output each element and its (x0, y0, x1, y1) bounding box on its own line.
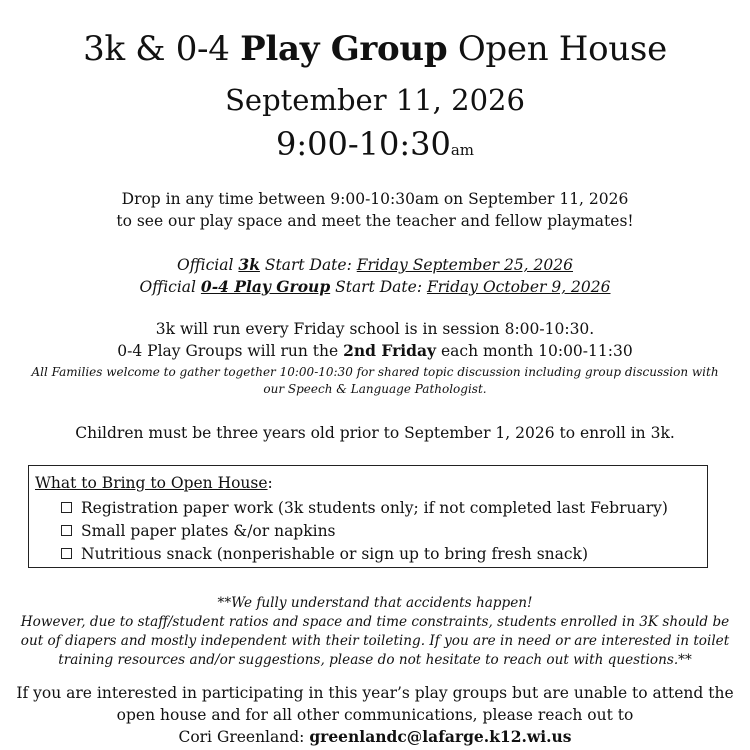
contact-email[interactable]: greenlandc@lafarge.k12.wi.us (309, 727, 572, 746)
page-title (0, 28, 750, 70)
schedule (0, 318, 750, 362)
bring-list-title-colon: : (267, 474, 273, 492)
start-date-3k (0, 254, 750, 276)
accidents-note (20, 594, 730, 670)
accidents-line-1: **We fully understand that accidents happen! (217, 595, 533, 611)
title-bold: Play Group (240, 29, 448, 69)
schedule-note: All Families welcome to gather together 10:00-10:30 for shared topic discussion including group discussion with our Speech & Language Pathologist. (31, 365, 719, 396)
event-time-range: 9:00-10:30 (275, 125, 451, 163)
schedule-line-2-suffix: each month 10:00-11:30 (436, 342, 633, 360)
start-date-value-playgroup: Friday October 9, 2026 (426, 278, 611, 296)
schedule-line-2-prefix: 0-4 Play Groups will run the (117, 342, 344, 360)
program-3k: 3k (238, 255, 260, 274)
list-item-label: Small paper plates &/or napkins (81, 521, 336, 540)
start-date-playgroup (0, 276, 750, 298)
contact-line-3 (0, 726, 750, 748)
schedule-line-2 (0, 340, 750, 362)
list-item-label: Nutritious snack (nonperishable or sign up to bring fresh snack) (81, 544, 588, 563)
checkbox-icon (61, 502, 72, 513)
contact-line-2: open house and for all other communications, please reach out to (116, 706, 634, 724)
list-item-label: Registration paper work (3k students only; if not completed last February) (81, 498, 668, 517)
program-playgroup: 0-4 Play Group (200, 277, 331, 296)
start-date-label: Start Date: (330, 278, 427, 296)
schedule-line-2-bold: 2nd Friday (343, 341, 437, 360)
event-time-suffix: am (450, 141, 475, 159)
intro-line-1: Drop in any time between 9:00-10:30am on September 11, 2026 (121, 190, 629, 208)
start-date-prefix: Official (176, 256, 239, 274)
list-item (61, 496, 668, 519)
start-dates (0, 254, 750, 298)
start-date-label: Start Date: (259, 256, 357, 274)
contact-name: Cori Greenland: (178, 728, 310, 746)
start-date-value-3k: Friday September 25, 2026 (356, 256, 573, 274)
eligibility-text: Children must be three years old prior to September 1, 2026 to enroll in 3k. (75, 424, 675, 442)
checkbox-icon (61, 525, 72, 536)
bring-list-title (35, 472, 273, 494)
bring-list-title-text: What to Bring to Open House (35, 474, 268, 492)
checkbox-icon (61, 548, 72, 559)
intro-text (0, 188, 750, 232)
schedule-line-1: 3k will run every Friday school is in session 8:00-10:30. (155, 320, 595, 338)
contact-section (0, 682, 750, 748)
accidents-line-2: However, due to staff/student ratios and space and time constraints, students enrolled in 3K should be out of diapers and mostly independent with their toileting. If you are in need or are interested in toilet training resources and/or suggestions, please do not hesitate to reach out with questions.** (20, 614, 730, 668)
start-date-prefix: Official (139, 278, 201, 296)
list-item (61, 542, 668, 565)
bring-list-box (28, 465, 708, 568)
title-prefix: 3k & 0-4 (83, 29, 241, 69)
event-time (0, 124, 750, 170)
bring-list (61, 496, 668, 565)
event-date: September 11, 2026 (225, 83, 525, 117)
contact-line-1: If you are interested in participating in this year’s play groups but are unable to attend the (16, 684, 734, 702)
title-suffix: Open House (447, 29, 667, 69)
list-item (61, 519, 668, 542)
intro-line-2: to see our play space and meet the teacher and fellow playmates! (116, 212, 634, 230)
